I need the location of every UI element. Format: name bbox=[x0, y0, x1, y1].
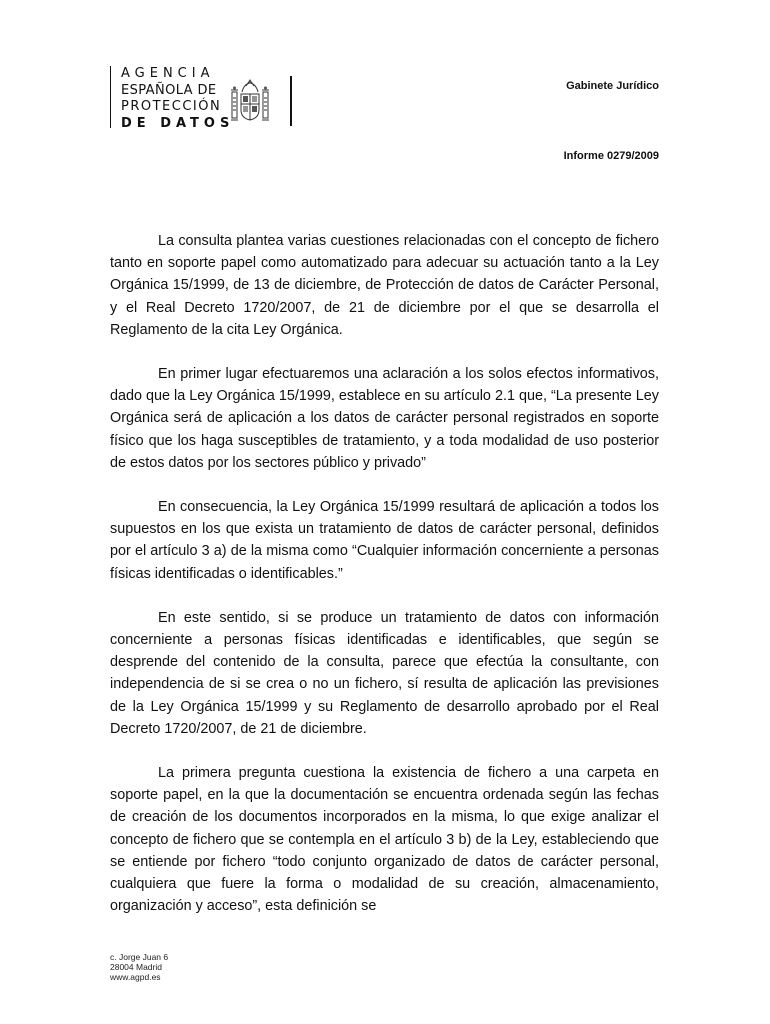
document-body bbox=[110, 230, 659, 917]
coat-of-arms-icon bbox=[230, 78, 270, 126]
footer-city: 28004 Madrid bbox=[110, 962, 162, 972]
body-paragraph: En consecuencia, la Ley Orgánica 15/1999 resultará de aplicación a todos los supuestos en los que exista un tratamiento de datos de carácter personal, definidos por el artículo 3 a) de la misma como “Cualquier información concerniente a personas físicas identificadas o identificables.” bbox=[110, 499, 659, 582]
logo-line-espanola: ESPAÑOLA DE bbox=[121, 82, 217, 98]
agency-logo bbox=[110, 66, 235, 131]
body-paragraph: La consulta plantea varias cuestiones relacionadas con el concepto de fichero tanto en soporte papel como automatizado para adecuar su actuación tanto a la Ley Orgánica 15/1999, de 13 de diciembre, de Protección de datos de Carácter Personal, y el Real Decreto 1720/2007, de 21 de diciembre por el que se desarrolla el Reglamento de la cita Ley Orgánica. bbox=[110, 233, 659, 338]
body-paragraph: En primer lugar efectuaremos una aclaración a los solos efectos informativos, dado que la Ley Orgánica 15/1999, establece en su artículo 2.1 que, “La presente Ley Orgánica será de aplicación a los datos de carácter personal registrados en soporte físico que los haga susceptibles de tratamiento, y a toda modalidad de uso posterior de estos datos por los sectores público y privado” bbox=[110, 366, 659, 471]
report-number: Informe 0279/2009 bbox=[563, 150, 659, 162]
body-paragraph: En este sentido, si se produce un tratamiento de datos con información concerniente a personas físicas identificadas e identificables, que según se desprende del contenido de la consulta, parece que efectúa la consultante, con independencia de si se crea o no un fichero, sí resulta de aplicación las previsiones de la Ley Orgánica 15/1999 y su Reglamento de desarrollo aprobado por el Real Decreto 1720/2007, de 21 de diciembre. bbox=[110, 609, 659, 737]
logo-line-agencia: AGENCIA bbox=[121, 66, 215, 81]
footer-website: www.agpd.es bbox=[110, 972, 161, 982]
footer-address bbox=[110, 952, 168, 982]
logo-line-datos: DE DATOS bbox=[121, 115, 235, 131]
department-label: Gabinete Jurídico bbox=[566, 80, 659, 92]
footer-street: c. Jorge Juan 6 bbox=[110, 952, 169, 962]
header-divider bbox=[290, 76, 292, 126]
logo-line-proteccion: PROTECCIÓN bbox=[121, 99, 222, 114]
body-paragraph: La primera pregunta cuestiona la existencia de fichero a una carpeta en soporte papel, en la que la documentación se encuentra ordenada según las fechas de creación de los documentos incorporados en la misma, lo que exige analizar el concepto de fichero que se contempla en el artículo 3 b) de la Ley, estableciendo que se entiende por fichero “todo conjunto organizado de datos de carácter personal, cualquiera que fuere la forma o modalidad de su creación, almacenamiento, organización y acceso”, esta definición se bbox=[110, 765, 659, 915]
